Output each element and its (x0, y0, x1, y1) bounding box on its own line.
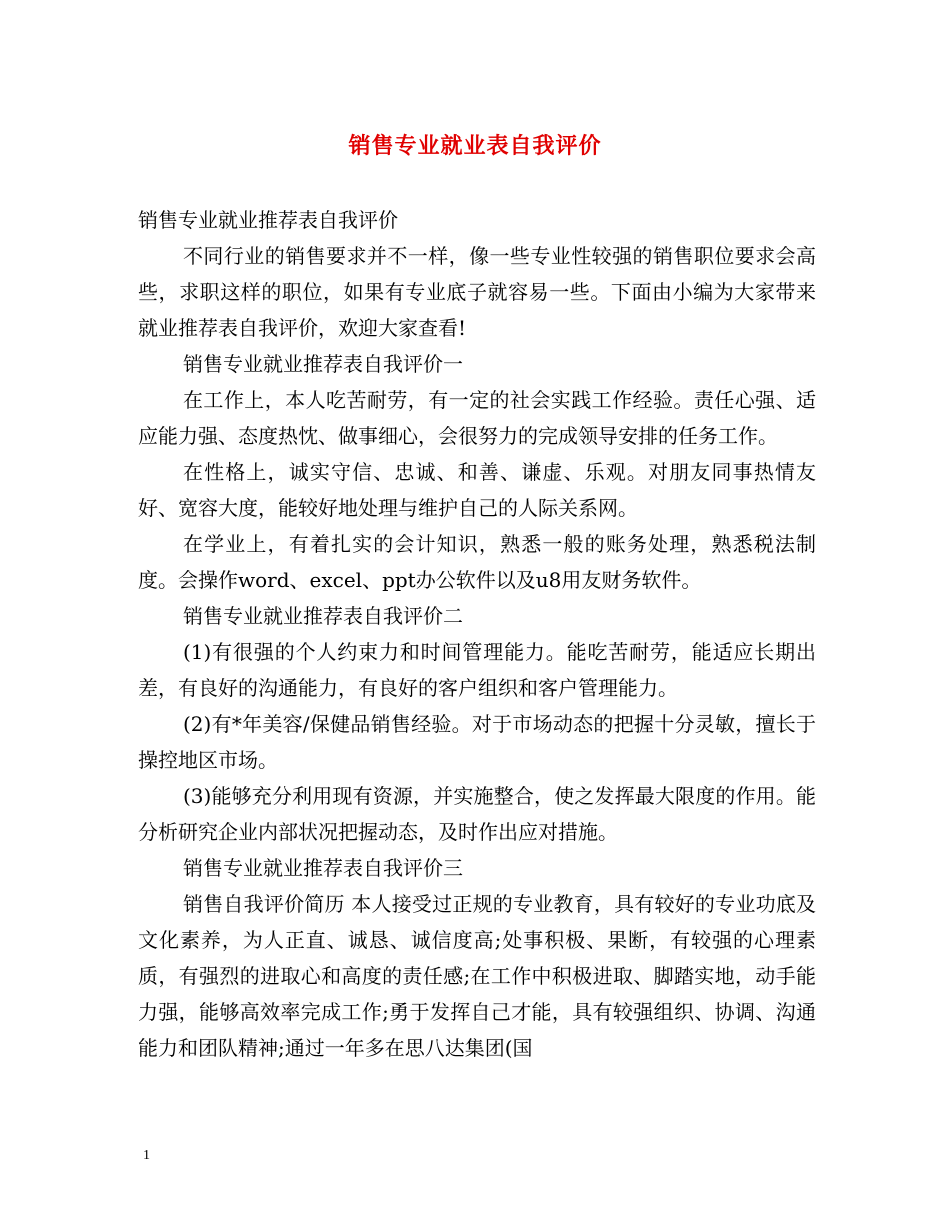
body-paragraph: (2)有*年美容/保健品销售经验。对于市场动态的把握十分灵敏，擅长于操控地区市场。 (138, 712, 816, 772)
page-number: 1 (143, 1148, 150, 1163)
body-paragraph: 在学业上，有着扎实的会计知识，熟悉一般的账务处理，熟悉税法制度。会操作word、excel、ppt办公软件以及u8用友财务软件。 (138, 532, 816, 592)
body-paragraph: (3)能够充分利用现有资源，并实施整合，使之发挥最大限度的作用。能分析研究企业内部状况把握动态，及时作出应对措施。 (138, 784, 816, 844)
section-heading-1: 销售专业就业推荐表自我评价一 (183, 352, 463, 376)
section-heading-2: 销售专业就业推荐表自我评价二 (183, 604, 463, 628)
body-paragraph: (1)有很强的个人约束力和时间管理能力。能吃苦耐劳，能适应长期出差，有良好的沟通能力，有良好的客户组织和客户管理能力。 (138, 640, 816, 700)
section-subtitle: 销售专业就业推荐表自我评价 (138, 208, 398, 232)
document-title: 销售专业就业表自我评价 (348, 134, 602, 159)
section-heading-3: 销售专业就业推荐表自我评价三 (183, 856, 463, 880)
intro-paragraph: 不同行业的销售要求并不一样，像一些专业性较强的销售职位要求会高些，求职这样的职位，如果有专业底子就容易一些。下面由小编为大家带来就业推荐表自我评价，欢迎大家查看! (138, 244, 816, 340)
body-paragraph: 销售自我评价简历 本人接受过正规的专业教育，具有较好的专业功底及文化素养，为人正直、诚恳、诚信度高;处事积极、果断，有较强的心理素质，有强烈的进取心和高度的责任感;在工作中积极进取、脚踏实地，动手能力强，能够高效率完成工作;勇于发挥自己才能，具有较强组织、协调、沟通能力和团队精神;通过一年多在思八达集团(国 (138, 892, 816, 1060)
body-paragraph: 在工作上，本人吃苦耐劳，有一定的社会实践工作经验。责任心强、适应能力强、态度热忱、做事细心，会很努力的完成领导安排的任务工作。 (138, 388, 816, 448)
body-paragraph: 在性格上，诚实守信、忠诚、和善、谦虚、乐观。对朋友同事热情友好、宽容大度，能较好地处理与维护自己的人际关系网。 (138, 460, 816, 520)
document-body (138, 202, 816, 1066)
